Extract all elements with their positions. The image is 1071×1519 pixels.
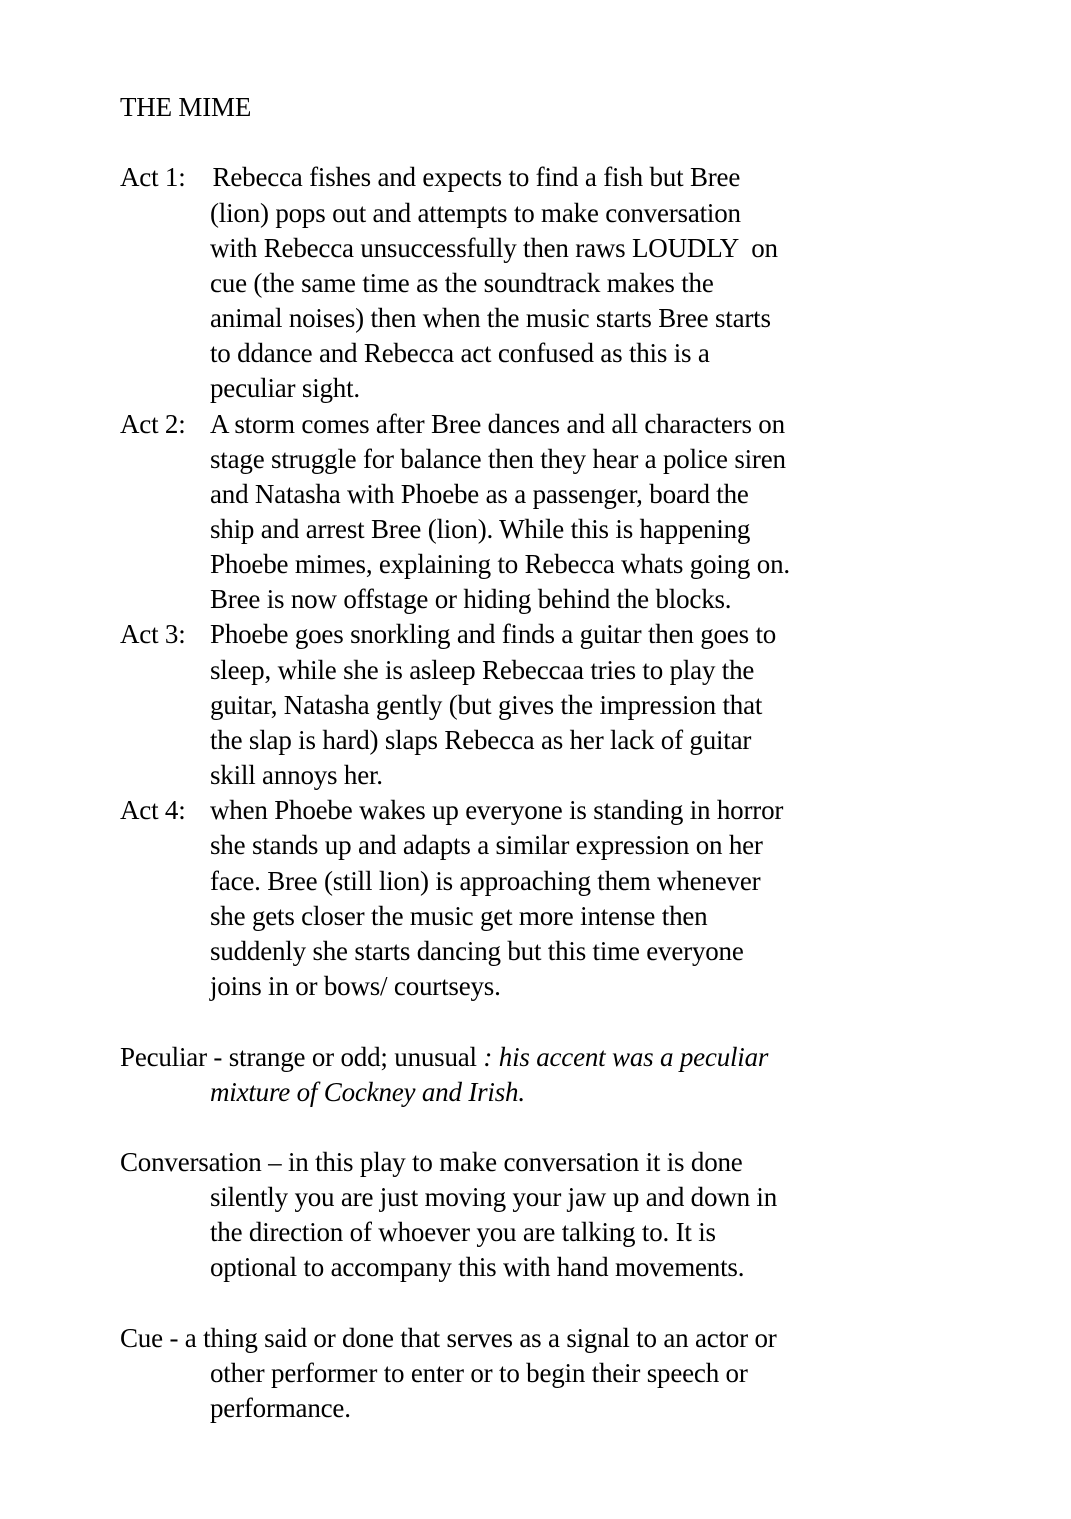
definition-text: Peculiar - strange or odd; unusual bbox=[120, 1042, 484, 1072]
act-text-line: Rebecca fishes and expects to find a fish but Bree bbox=[206, 162, 741, 192]
act-label: Act 3: bbox=[120, 619, 186, 649]
act-label: Act 1: bbox=[120, 162, 186, 192]
act-text-line: she stands up and adapts a similar expression on her bbox=[210, 830, 763, 860]
act-text-line: the slap is hard) slaps Rebecca as her lack of guitar bbox=[210, 725, 752, 755]
act-text-line: Phoebe mimes, explaining to Rebecca whats going on. bbox=[210, 549, 790, 579]
act-text-line: guitar, Natasha gently (but gives the impression that bbox=[210, 690, 763, 720]
act-text-line: stage struggle for balance then they hear a police siren bbox=[210, 444, 786, 474]
definition-term-line: Cue - a thing said or done that serves as a signal to an actor or bbox=[120, 1323, 777, 1353]
act-text-line: A storm comes after Bree dances and all characters on bbox=[210, 409, 785, 439]
act-text-line: Bree is now offstage or hiding behind the blocks. bbox=[210, 584, 732, 614]
definition-text-line: silently you are just moving your jaw up and down in bbox=[210, 1182, 778, 1212]
definition-text-line: performance. bbox=[210, 1393, 351, 1423]
act-label: Act 4: bbox=[120, 795, 186, 825]
act-text-line: to ddance and Rebecca act confused as this is a bbox=[210, 338, 710, 368]
act-text-line: peculiar sight. bbox=[210, 373, 360, 403]
act-text-line: cue (the same time as the soundtrack makes the bbox=[210, 268, 714, 298]
act-text-line: when Phoebe wakes up everyone is standing in horror bbox=[210, 795, 784, 825]
act-text-line: sleep, while she is asleep Rebeccaa tries to play the bbox=[210, 655, 755, 685]
act-label: Act 2: bbox=[120, 409, 186, 439]
act-text-line: suddenly she starts dancing but this time everyone bbox=[210, 936, 744, 966]
act-text-line: face. Bree (still lion) is approaching them whenever bbox=[210, 866, 761, 896]
definition-example: : his accent was a peculiar bbox=[483, 1042, 769, 1072]
act-text-line: ship and arrest Bree (lion). While this is happening bbox=[210, 514, 751, 544]
definition-text-line: optional to accompany this with hand movements. bbox=[210, 1252, 745, 1282]
act-text-line: Phoebe goes snorkling and finds a guitar then goes to bbox=[210, 619, 777, 649]
document-title: THE MIME bbox=[120, 92, 252, 122]
definition-text-line: the direction of whoever you are talking to. It is bbox=[210, 1217, 716, 1247]
definition-term-line bbox=[120, 1040, 768, 1075]
act-text-line: and Natasha with Phoebe as a passenger, board the bbox=[210, 479, 749, 509]
definition-example-line: mixture of Cockney and Irish. bbox=[210, 1077, 525, 1107]
act-text-line: with Rebecca unsuccessfully then raws LOUDLY on bbox=[210, 233, 778, 263]
act-text-line: skill annoys her. bbox=[210, 760, 383, 790]
act-text-line: animal noises) then when the music starts Bree starts bbox=[210, 303, 771, 333]
definition-term-line: Conversation – in this play to make conversation it is done bbox=[120, 1147, 743, 1177]
act-text-line: (lion) pops out and attempts to make conversation bbox=[210, 198, 741, 228]
act-text-line: she gets closer the music get more intense then bbox=[210, 901, 708, 931]
definition-text-line: other performer to enter or to begin their speech or bbox=[210, 1358, 748, 1388]
act-text-line: joins in or bows/ courtseys. bbox=[210, 971, 501, 1001]
